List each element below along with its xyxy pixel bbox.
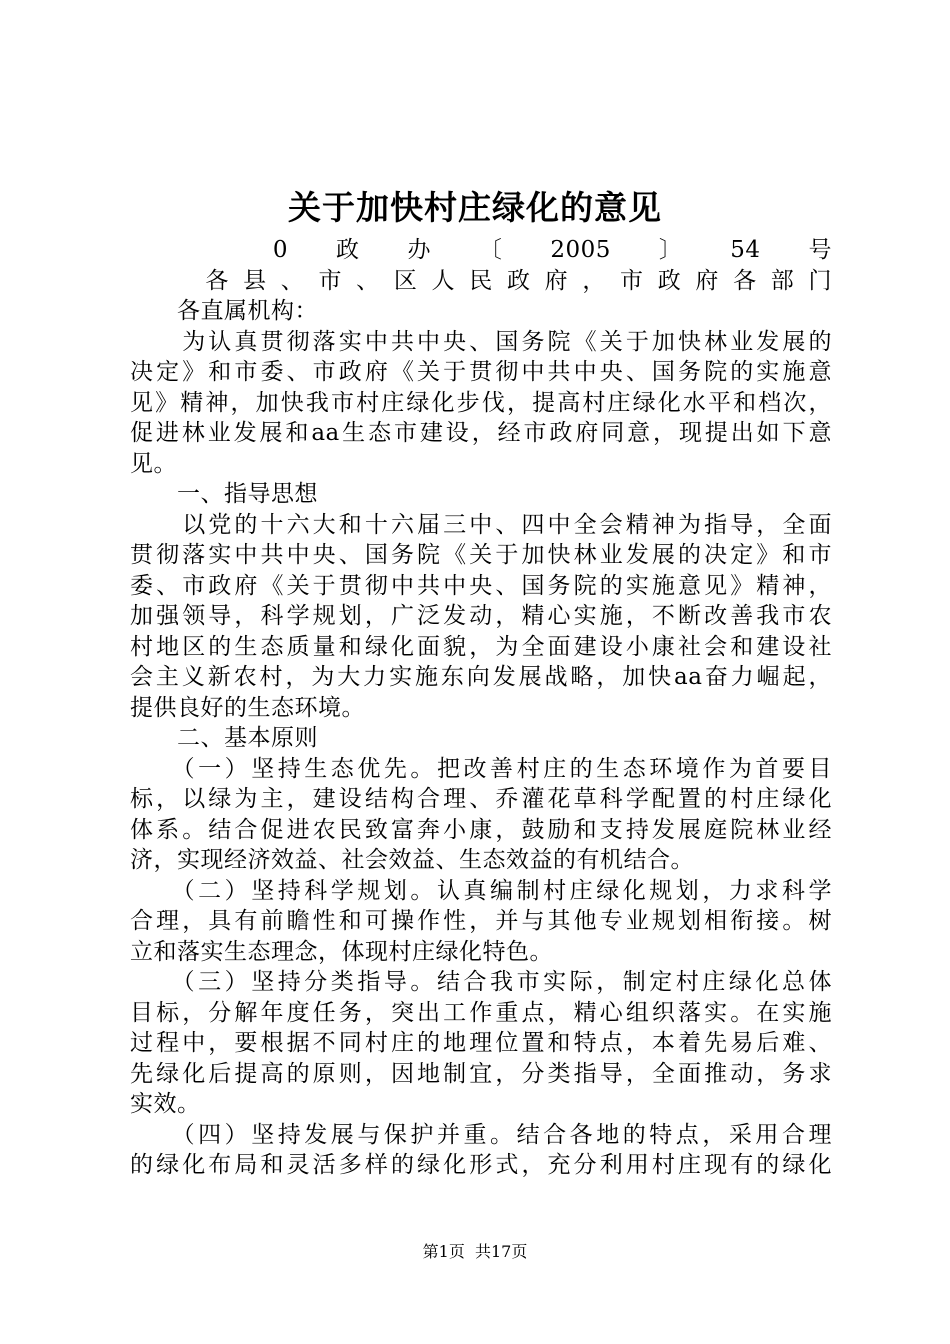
body-line: （二）坚持科学规划。认真编制村庄绿化规划，力求科学 <box>130 877 832 904</box>
body-line: 决定》和市委、市政府《关于贯彻中共中央、国务院的实施意 <box>130 359 832 385</box>
body-line: （四）坚持发展与保护并重。结合各地的特点，采用合理 <box>130 1121 832 1148</box>
page-number-footer <box>0 1240 950 1264</box>
body-line: 村地区的生态质量和绿化面貌，为全面建设小康社会和建设社 <box>130 633 832 660</box>
body-line: 见。 <box>130 450 177 477</box>
body-line: 以党的十六大和十六届三中、四中全会精神为指导，全面 <box>130 511 832 538</box>
page-number-text: 第1页 共17页 <box>422 1242 528 1261</box>
body-line: 促进林业发展和aa生态市建设，经市政府同意，现提出如下意 <box>130 420 832 446</box>
body-line: 过程中，要根据不同村庄的地理位置和特点，本着先易后难、 <box>130 1030 832 1056</box>
body-line: 为认真贯彻落实中共中央、国务院《关于加快林业发展的 <box>130 328 832 355</box>
body-line: 加强领导，科学规划，广泛发动，精心实施，不断改善我市农 <box>130 603 832 629</box>
body-line: 见》精神，加快我市村庄绿化步伐，提高村庄绿化水平和档次， <box>130 389 832 416</box>
document-body <box>130 235 832 1181</box>
section-heading: 二、基本原则 <box>130 725 318 751</box>
body-line: 的绿化布局和灵活多样的绿化形式，充分利用村庄现有的绿化 <box>130 1152 832 1178</box>
body-line: 标，以绿为主，建设结构合理、乔灌花草科学配置的村庄绿化 <box>130 786 832 812</box>
body-line: 立和落实生态理念，体现村庄绿化特色。 <box>130 938 553 965</box>
section-heading: 一、指导思想 <box>130 481 318 507</box>
body-line: 0政办〔2005〕54号 <box>130 237 832 263</box>
body-line: 实效。 <box>130 1091 201 1117</box>
body-line: 体系。结合促进农民致富奔小康，鼓励和支持发展庭院林业经 <box>130 816 832 843</box>
body-line: 委、市政府《关于贯彻中共中央、国务院的实施意见》精神， <box>130 572 832 599</box>
body-line: 合理，具有前瞻性和可操作性，并与其他专业规划相衔接。树 <box>130 908 832 934</box>
body-line: 各直属机构： <box>130 298 318 324</box>
body-line: 目标，分解年度任务，突出工作重点，精心组织落实。在实施 <box>130 999 832 1026</box>
body-line: 济，实现经济效益、社会效益、生态效益的有机结合。 <box>130 847 694 873</box>
body-line: 会主义新农村，为大力实施东向发展战略，加快aa奋力崛起， <box>130 664 832 690</box>
body-line: 先绿化后提高的原则，因地制宜，分类指导，全面推动，务求 <box>130 1060 832 1087</box>
body-line: 各县、市、区人民政府，市政府各部门 <box>130 267 832 294</box>
body-line: 提供良好的生态环境。 <box>130 694 365 721</box>
document-title: 关于加快村庄绿化的意见 <box>288 188 662 227</box>
body-line: 贯彻落实中共中央、国务院《关于加快林业发展的决定》和市 <box>130 542 832 568</box>
body-line: （一）坚持生态优先。把改善村庄的生态环境作为首要目 <box>130 755 832 782</box>
body-line: （三）坚持分类指导。结合我市实际，制定村庄绿化总体 <box>130 969 832 995</box>
